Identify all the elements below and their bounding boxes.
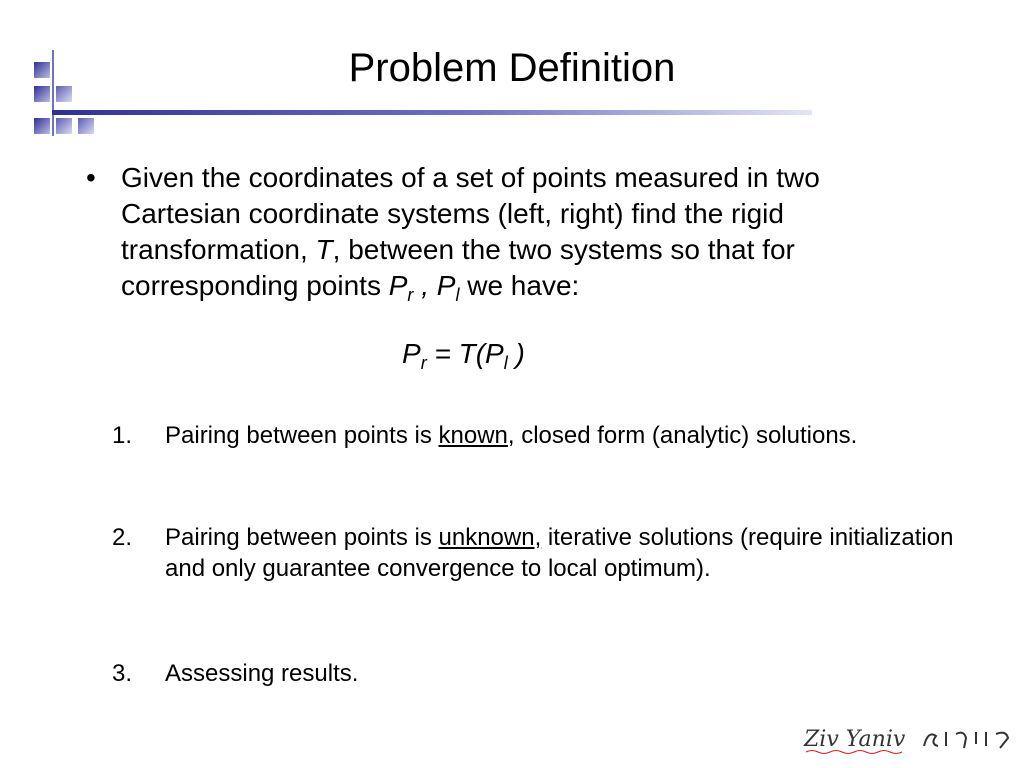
author-signature bbox=[800, 716, 1020, 764]
list-item-text: Assessing results. bbox=[165, 660, 359, 687]
equation bbox=[402, 336, 525, 372]
point-separator: , bbox=[413, 270, 437, 301]
list-item-text bbox=[165, 522, 965, 584]
header-rule bbox=[52, 110, 812, 115]
equation-lhs-subscript: r bbox=[420, 353, 427, 373]
bullet-text-part2: , between the two systems so that for corresponding points bbox=[121, 234, 795, 301]
point-right-symbol: P bbox=[388, 270, 408, 301]
equation-close: ) bbox=[507, 338, 525, 369]
equation-lhs: P bbox=[402, 338, 421, 369]
list-item-text bbox=[165, 420, 965, 451]
list-item-underlined: known bbox=[438, 422, 508, 449]
list-item-text-before: Pairing between points is bbox=[165, 422, 439, 449]
bullet-text-part3: we have: bbox=[459, 270, 580, 301]
list-item-number: 1. bbox=[112, 422, 133, 449]
header-square bbox=[56, 118, 72, 134]
point-left-subscript: l bbox=[455, 285, 460, 305]
point-left-symbol: P bbox=[436, 270, 456, 301]
bullet-dot: • bbox=[86, 162, 96, 193]
svg-text:Ziv Yaniv: Ziv Yaniv bbox=[804, 727, 906, 752]
list-item-underlined: unknown, bbox=[438, 524, 542, 551]
slide-title: Problem Definition bbox=[348, 46, 676, 90]
header-square bbox=[78, 118, 94, 134]
list-item-number: 2. bbox=[112, 524, 133, 551]
header-square bbox=[34, 118, 50, 134]
list-item-text-before: Pairing between points is bbox=[165, 524, 439, 551]
equation-middle: = T(P bbox=[426, 338, 504, 369]
list-item-number: 3. bbox=[112, 660, 133, 687]
point-right-subscript: r bbox=[407, 285, 414, 305]
list-item-text-after: iterative solutions (require initialization and only guarantee convergence to local optimum). bbox=[165, 524, 954, 582]
transform-symbol: T bbox=[315, 234, 333, 265]
bullet-text-part1: Given the coordinates of a set of points measured in two Cartesian coordinate systems (left, right) find the rigid transformation, bbox=[121, 162, 820, 265]
bullet-text bbox=[121, 160, 941, 304]
equation-rhs-subscript: l bbox=[503, 353, 508, 373]
list-item-text-after: , closed form (analytic) solutions. bbox=[507, 422, 858, 449]
